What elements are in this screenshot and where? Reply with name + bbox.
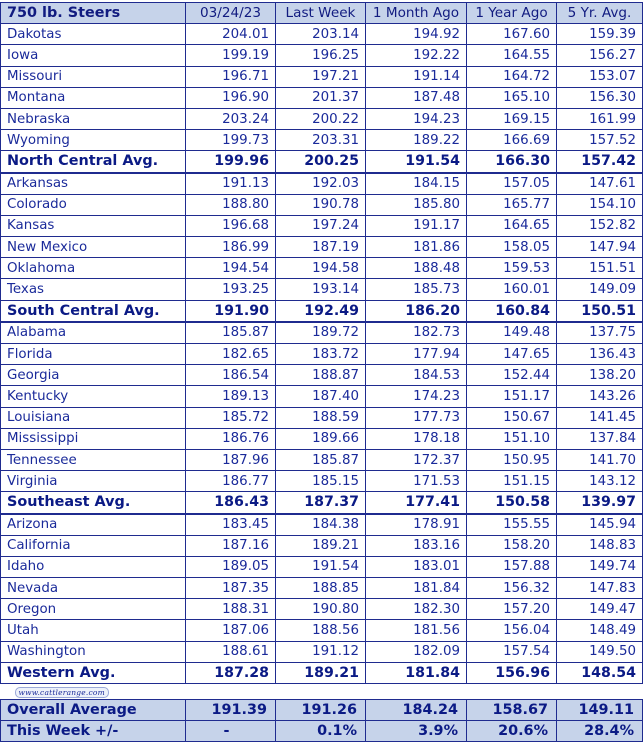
price-cell: 184.38 xyxy=(276,514,366,536)
header-cell: 03/24/23 xyxy=(186,3,276,24)
row-label: Oregon xyxy=(1,599,186,620)
price-cell: 149.48 xyxy=(467,322,557,344)
price-cell: 188.31 xyxy=(186,599,276,620)
price-cell: 157.20 xyxy=(467,599,557,620)
table-row xyxy=(1,194,643,215)
spacer-row xyxy=(1,684,643,700)
price-cell: 194.54 xyxy=(186,258,276,279)
price-cell: 147.94 xyxy=(557,237,643,258)
price-cell: 147.61 xyxy=(557,173,643,195)
price-cell: 149.47 xyxy=(557,599,643,620)
price-cell: 151.51 xyxy=(557,258,643,279)
price-cell: 157.05 xyxy=(467,173,557,195)
row-label: Missouri xyxy=(1,66,186,87)
header-cell: 1 Month Ago xyxy=(366,3,467,24)
row-label: Louisiana xyxy=(1,407,186,428)
price-cell: 154.10 xyxy=(557,194,643,215)
price-cell: 203.14 xyxy=(276,24,366,45)
price-cell: 159.39 xyxy=(557,24,643,45)
price-cell: 187.37 xyxy=(276,492,366,514)
price-cell: 189.72 xyxy=(276,322,366,344)
row-label: Western Avg. xyxy=(1,662,186,683)
table-row xyxy=(1,365,643,386)
price-cell: 183.45 xyxy=(186,514,276,536)
price-cell: 186.54 xyxy=(186,365,276,386)
price-cell: 157.88 xyxy=(467,556,557,577)
table-row xyxy=(1,215,643,236)
price-cell: 191.54 xyxy=(276,556,366,577)
price-cell: 148.49 xyxy=(557,620,643,641)
price-cell: 185.87 xyxy=(276,449,366,470)
price-cell: 158.05 xyxy=(467,237,557,258)
price-cell: 184.24 xyxy=(366,700,467,721)
price-cell: 181.84 xyxy=(366,578,467,599)
price-cell: 185.15 xyxy=(276,471,366,492)
price-cell: 149.50 xyxy=(557,641,643,662)
row-label: Nevada xyxy=(1,578,186,599)
row-label: Arizona xyxy=(1,514,186,536)
price-cell: 188.85 xyxy=(276,578,366,599)
steer-price-table xyxy=(0,2,643,742)
region-average-row xyxy=(1,300,643,322)
price-cell: 187.96 xyxy=(186,449,276,470)
row-label: Tennessee xyxy=(1,449,186,470)
price-cell: 193.14 xyxy=(276,279,366,300)
region-average-row xyxy=(1,492,643,514)
row-label: Texas xyxy=(1,279,186,300)
logo-cell xyxy=(1,684,643,700)
price-cell: 150.95 xyxy=(467,449,557,470)
price-cell: 181.86 xyxy=(366,237,467,258)
price-cell: 161.99 xyxy=(557,108,643,129)
row-label: Washington xyxy=(1,641,186,662)
price-cell: 182.73 xyxy=(366,322,467,344)
price-cell: 197.21 xyxy=(276,66,366,87)
price-cell: 150.51 xyxy=(557,300,643,322)
price-cell: 187.40 xyxy=(276,386,366,407)
price-cell: 191.54 xyxy=(366,151,467,173)
table-row xyxy=(1,386,643,407)
price-cell: 159.53 xyxy=(467,258,557,279)
price-cell: 151.15 xyxy=(467,471,557,492)
price-cell: 0.1% xyxy=(276,721,366,742)
price-cell: 188.48 xyxy=(366,258,467,279)
price-cell: 192.03 xyxy=(276,173,366,195)
price-cell: - xyxy=(186,721,276,742)
price-cell: 194.92 xyxy=(366,24,467,45)
price-cell: 178.91 xyxy=(366,514,467,536)
row-label: Utah xyxy=(1,620,186,641)
row-label: Kentucky xyxy=(1,386,186,407)
price-cell: 189.21 xyxy=(276,535,366,556)
row-label: This Week +/- xyxy=(1,721,186,742)
table-row xyxy=(1,578,643,599)
price-cell: 153.07 xyxy=(557,66,643,87)
table-row xyxy=(1,344,643,365)
price-cell: 148.54 xyxy=(557,662,643,683)
price-cell: 196.68 xyxy=(186,215,276,236)
price-cell: 166.69 xyxy=(467,130,557,151)
row-label: Mississippi xyxy=(1,428,186,449)
price-cell: 200.22 xyxy=(276,108,366,129)
table-row xyxy=(1,108,643,129)
price-cell: 172.37 xyxy=(366,449,467,470)
price-cell: 188.87 xyxy=(276,365,366,386)
row-label: Dakotas xyxy=(1,24,186,45)
row-label: Virginia xyxy=(1,471,186,492)
table-row xyxy=(1,237,643,258)
price-cell: 183.72 xyxy=(276,344,366,365)
price-cell: 149.09 xyxy=(557,279,643,300)
price-cell: 204.01 xyxy=(186,24,276,45)
row-label: South Central Avg. xyxy=(1,300,186,322)
table-row xyxy=(1,641,643,662)
header-cell: 5 Yr. Avg. xyxy=(557,3,643,24)
row-label: Oklahoma xyxy=(1,258,186,279)
table-row xyxy=(1,599,643,620)
price-cell: 191.12 xyxy=(276,641,366,662)
price-cell: 191.14 xyxy=(366,66,467,87)
row-label: Idaho xyxy=(1,556,186,577)
row-label: Montana xyxy=(1,87,186,108)
row-label: Kansas xyxy=(1,215,186,236)
price-cell: 148.83 xyxy=(557,535,643,556)
price-cell: 191.26 xyxy=(276,700,366,721)
price-cell: 197.24 xyxy=(276,215,366,236)
price-cell: 186.76 xyxy=(186,428,276,449)
header-cell: 1 Year Ago xyxy=(467,3,557,24)
price-cell: 189.13 xyxy=(186,386,276,407)
price-cell: 192.22 xyxy=(366,45,467,66)
price-cell: 199.73 xyxy=(186,130,276,151)
price-cell: 184.15 xyxy=(366,173,467,195)
price-cell: 149.74 xyxy=(557,556,643,577)
price-cell: 186.77 xyxy=(186,471,276,492)
table-row xyxy=(1,258,643,279)
price-cell: 141.45 xyxy=(557,407,643,428)
table-row xyxy=(1,514,643,536)
price-cell: 191.13 xyxy=(186,173,276,195)
price-cell: 156.30 xyxy=(557,87,643,108)
price-cell: 196.71 xyxy=(186,66,276,87)
price-cell: 189.66 xyxy=(276,428,366,449)
price-cell: 189.21 xyxy=(276,662,366,683)
price-cell: 136.43 xyxy=(557,344,643,365)
price-cell: 181.84 xyxy=(366,662,467,683)
price-cell: 157.54 xyxy=(467,641,557,662)
table-row xyxy=(1,24,643,45)
price-cell: 189.22 xyxy=(366,130,467,151)
price-cell: 150.67 xyxy=(467,407,557,428)
price-cell: 182.30 xyxy=(366,599,467,620)
price-cell: 201.37 xyxy=(276,87,366,108)
row-label: Georgia xyxy=(1,365,186,386)
table-row xyxy=(1,45,643,66)
price-cell: 150.58 xyxy=(467,492,557,514)
row-label: Overall Average xyxy=(1,700,186,721)
price-cell: 187.19 xyxy=(276,237,366,258)
price-cell: 191.39 xyxy=(186,700,276,721)
price-cell: 187.35 xyxy=(186,578,276,599)
price-cell: 191.90 xyxy=(186,300,276,322)
price-cell: 156.32 xyxy=(467,578,557,599)
weekly-change-row xyxy=(1,721,643,742)
price-cell: 177.73 xyxy=(366,407,467,428)
region-average-row xyxy=(1,151,643,173)
price-cell: 196.90 xyxy=(186,87,276,108)
price-cell: 188.59 xyxy=(276,407,366,428)
row-label: California xyxy=(1,535,186,556)
price-cell: 186.20 xyxy=(366,300,467,322)
price-cell: 137.75 xyxy=(557,322,643,344)
table-row xyxy=(1,428,643,449)
header-cell: Last Week xyxy=(276,3,366,24)
price-cell: 149.11 xyxy=(557,700,643,721)
price-cell: 194.58 xyxy=(276,258,366,279)
row-label: Arkansas xyxy=(1,173,186,195)
row-label: Colorado xyxy=(1,194,186,215)
table-row xyxy=(1,279,643,300)
price-cell: 147.83 xyxy=(557,578,643,599)
price-cell: 160.01 xyxy=(467,279,557,300)
price-cell: 187.28 xyxy=(186,662,276,683)
price-cell: 158.67 xyxy=(467,700,557,721)
price-cell: 178.18 xyxy=(366,428,467,449)
table-row xyxy=(1,322,643,344)
price-cell: 157.42 xyxy=(557,151,643,173)
table-row xyxy=(1,87,643,108)
price-cell: 143.26 xyxy=(557,386,643,407)
region-average-row xyxy=(1,662,643,683)
table-row xyxy=(1,556,643,577)
price-cell: 187.06 xyxy=(186,620,276,641)
price-cell: 192.49 xyxy=(276,300,366,322)
price-cell: 164.65 xyxy=(467,215,557,236)
price-cell: 3.9% xyxy=(366,721,467,742)
price-cell: 177.41 xyxy=(366,492,467,514)
price-cell: 137.84 xyxy=(557,428,643,449)
price-cell: 183.16 xyxy=(366,535,467,556)
price-cell: 155.55 xyxy=(467,514,557,536)
price-cell: 189.05 xyxy=(186,556,276,577)
price-cell: 199.96 xyxy=(186,151,276,173)
price-cell: 141.70 xyxy=(557,449,643,470)
price-cell: 203.24 xyxy=(186,108,276,129)
price-cell: 187.16 xyxy=(186,535,276,556)
price-cell: 164.55 xyxy=(467,45,557,66)
price-cell: 20.6% xyxy=(467,721,557,742)
header-row xyxy=(1,3,643,24)
overall-average-row xyxy=(1,700,643,721)
price-cell: 188.80 xyxy=(186,194,276,215)
price-cell: 171.53 xyxy=(366,471,467,492)
price-cell: 190.78 xyxy=(276,194,366,215)
row-label: Florida xyxy=(1,344,186,365)
row-label: Nebraska xyxy=(1,108,186,129)
price-cell: 196.25 xyxy=(276,45,366,66)
price-cell: 185.87 xyxy=(186,322,276,344)
price-cell: 185.72 xyxy=(186,407,276,428)
price-cell: 152.44 xyxy=(467,365,557,386)
price-cell: 145.94 xyxy=(557,514,643,536)
row-label: Alabama xyxy=(1,322,186,344)
price-cell: 152.82 xyxy=(557,215,643,236)
table-row xyxy=(1,535,643,556)
price-cell: 151.10 xyxy=(467,428,557,449)
price-cell: 203.31 xyxy=(276,130,366,151)
table-row xyxy=(1,66,643,87)
price-cell: 164.72 xyxy=(467,66,557,87)
header-cell: 750 lb. Steers xyxy=(1,3,186,24)
row-label: New Mexico xyxy=(1,237,186,258)
price-cell: 166.30 xyxy=(467,151,557,173)
price-cell: 182.09 xyxy=(366,641,467,662)
table-row xyxy=(1,130,643,151)
price-cell: 157.52 xyxy=(557,130,643,151)
price-cell: 187.48 xyxy=(366,87,467,108)
price-cell: 143.12 xyxy=(557,471,643,492)
price-cell: 183.01 xyxy=(366,556,467,577)
price-cell: 177.94 xyxy=(366,344,467,365)
price-cell: 182.65 xyxy=(186,344,276,365)
price-cell: 200.25 xyxy=(276,151,366,173)
table-row xyxy=(1,407,643,428)
row-label: Southeast Avg. xyxy=(1,492,186,514)
table-row xyxy=(1,620,643,641)
price-cell: 185.80 xyxy=(366,194,467,215)
table-row xyxy=(1,471,643,492)
price-cell: 186.99 xyxy=(186,237,276,258)
price-cell: 165.77 xyxy=(467,194,557,215)
price-cell: 190.80 xyxy=(276,599,366,620)
price-cell: 193.25 xyxy=(186,279,276,300)
price-cell: 160.84 xyxy=(467,300,557,322)
price-cell: 174.23 xyxy=(366,386,467,407)
price-cell: 185.73 xyxy=(366,279,467,300)
price-cell: 147.65 xyxy=(467,344,557,365)
price-cell: 167.60 xyxy=(467,24,557,45)
price-cell: 186.43 xyxy=(186,492,276,514)
price-cell: 199.19 xyxy=(186,45,276,66)
price-cell: 156.27 xyxy=(557,45,643,66)
price-cell: 151.17 xyxy=(467,386,557,407)
price-cell: 181.56 xyxy=(366,620,467,641)
price-cell: 188.56 xyxy=(276,620,366,641)
price-cell: 156.96 xyxy=(467,662,557,683)
price-cell: 184.53 xyxy=(366,365,467,386)
row-label: North Central Avg. xyxy=(1,151,186,173)
row-label: Wyoming xyxy=(1,130,186,151)
price-cell: 28.4% xyxy=(557,721,643,742)
price-cell: 188.61 xyxy=(186,641,276,662)
cattlerange-logo[interactable]: www.cattlerange.com xyxy=(15,687,109,698)
price-cell: 165.10 xyxy=(467,87,557,108)
table-row xyxy=(1,173,643,195)
price-cell: 138.20 xyxy=(557,365,643,386)
price-cell: 158.20 xyxy=(467,535,557,556)
price-cell: 156.04 xyxy=(467,620,557,641)
row-label: Iowa xyxy=(1,45,186,66)
price-cell: 169.15 xyxy=(467,108,557,129)
price-cell: 194.23 xyxy=(366,108,467,129)
table-row xyxy=(1,449,643,470)
price-cell: 139.97 xyxy=(557,492,643,514)
price-cell: 191.17 xyxy=(366,215,467,236)
